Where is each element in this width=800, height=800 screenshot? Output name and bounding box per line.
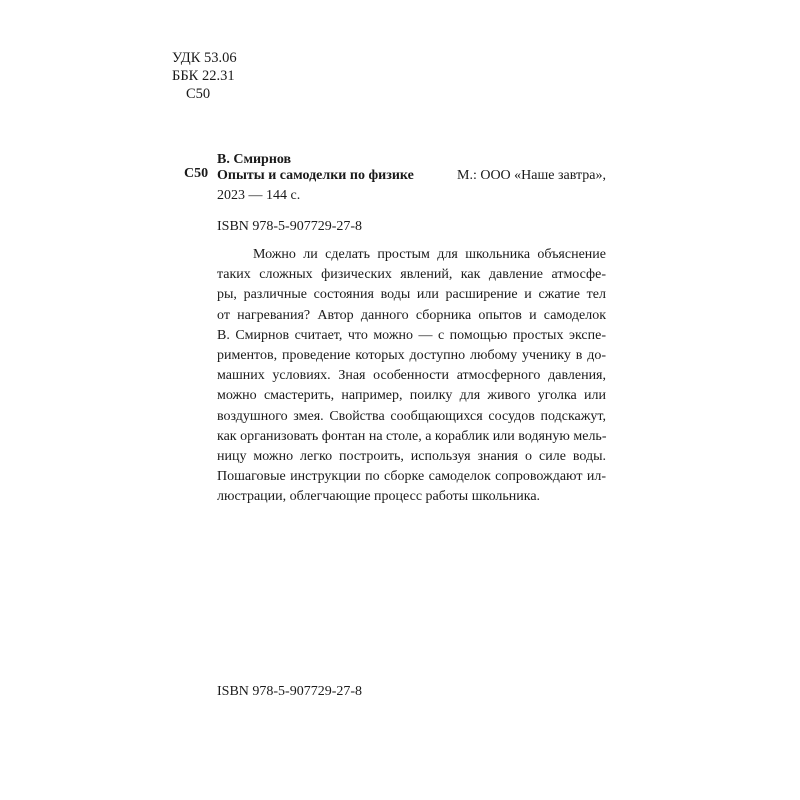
annotation-line: как организовать фонтан на столе, а кораблик или водяную мель- [217,428,607,444]
publisher: М.: ООО «Наше завтра», [457,168,606,183]
udk-code: УДК 53.06 [172,50,237,66]
title-publisher-line [217,166,606,186]
annotation-line: ницу можно легко построить, используя знания о силе воды. [217,448,606,464]
annotation-line: ры, различные состояния воды или расширение и сжатие тел [217,287,606,303]
year-pages: 2023 — 144 с. [217,188,301,203]
side-author-mark: С50 [184,166,209,181]
bbk-code: ББК 22.31 [172,68,235,84]
annotation [217,245,606,507]
annotation-line: риментов, проведение которых доступно любому ученику в до- [217,347,606,363]
isbn-top: ISBN 978-5-907729-27-8 [217,219,363,234]
classification-block [172,49,237,103]
annotation-line: Пошаговые инструкции по сборке самоделок сопровождают ил- [217,469,606,485]
annotation-line: таких сложных физических явлений, как давление атмосфе- [217,267,606,283]
book-title: Опыты и самоделки по физике [217,168,414,183]
annotation-line: можно смастерить, например, поилку для живого уголка или [217,388,606,404]
annotation-line: В. Смирнов считает, что можно — с помощью простых экспе- [217,327,606,343]
annotation-line: машних условиях. Зная особенности атмосферного давления, [217,368,606,384]
annotation-line: от нагревания? Автор данного сборника опытов и самоделок [217,307,606,323]
bibliographic-record [217,166,606,206]
author-name: В. Смирнов [217,152,292,167]
annotation-line: Можно ли сделать простым для школьника объяснение [253,247,606,262]
annotation-line: люстрации, облегчающие процесс работы школьника. [217,489,541,505]
author-mark: С50 [186,86,211,102]
isbn-bottom: ISBN 978-5-907729-27-8 [217,684,363,699]
annotation-line: воздушного змея. Свойства сообщающихся сосудов подскажут, [217,408,606,424]
